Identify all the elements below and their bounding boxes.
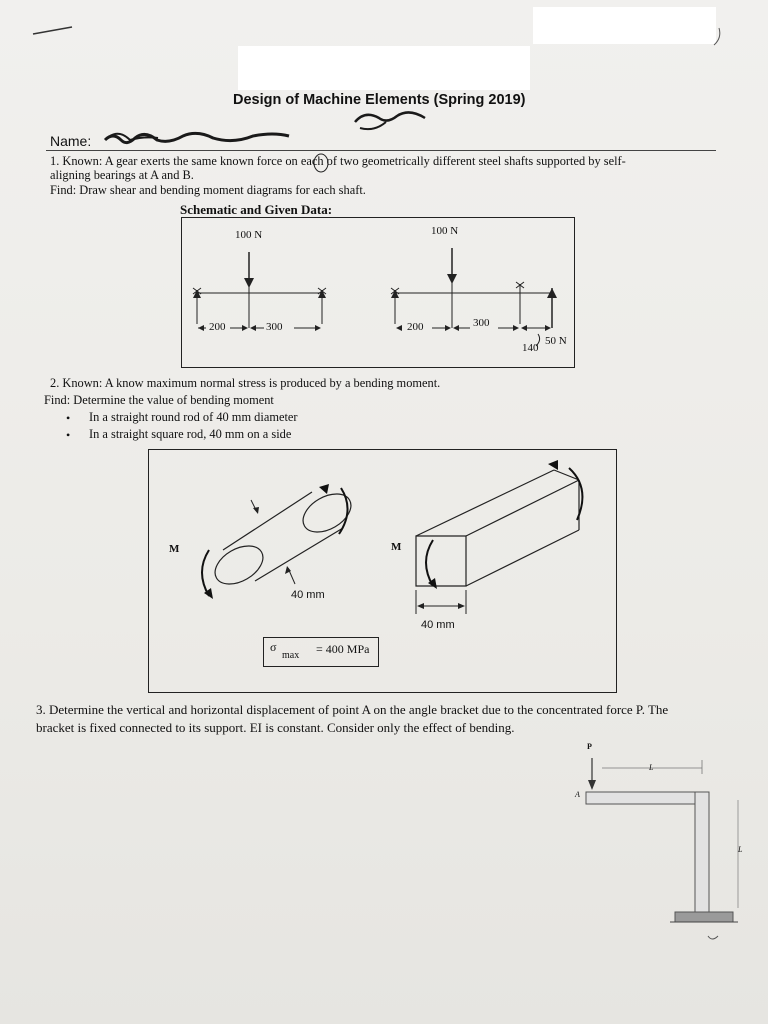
problem1-known-line1: 1. Known: A gear exerts the same known force on each of two geometrically different steel shafts supported by self-: [50, 154, 626, 168]
bracket-label-l-top: L: [649, 763, 654, 772]
name-underline: [46, 150, 716, 151]
schematic-figure-box: [181, 217, 575, 368]
problem1-known-line2: aligning bearings at A and B.: [50, 168, 194, 182]
rods-figure-box: [148, 449, 617, 693]
schematic-heading: Schematic and Given Data:: [180, 202, 333, 217]
worksheet-title: Design of Machine Elements (Spring 2019): [233, 92, 526, 108]
angle-bracket-diagram: [560, 740, 760, 950]
bracket-label-l-side: L: [738, 845, 743, 854]
round-rod: [202, 484, 358, 599]
sigma-subscript: max: [282, 650, 300, 661]
moment-label-right: M: [391, 541, 402, 553]
problem2-bullet-2: In a straight square rod, 40 mm on a side: [89, 427, 292, 441]
right-extra-force-label: 50 N: [545, 335, 567, 347]
round-rod-dimension: 40 mm: [291, 589, 325, 601]
problem2-known: 2. Known: A know maximum normal stress is produced by a bending moment.: [50, 376, 441, 390]
sigma-max-box: [263, 637, 379, 667]
right-dim-300: 300: [473, 317, 490, 329]
name-label: Name:: [50, 133, 92, 149]
right-force-label: 100 N: [431, 225, 459, 237]
bullet-marker-2: •: [66, 428, 71, 442]
bracket-label-p: P: [587, 742, 592, 751]
sigma-symbol: σ: [270, 640, 277, 654]
rods-illustration: [149, 450, 616, 692]
square-rod-dimension: 40 mm: [421, 619, 455, 631]
bracket-label-a: A: [575, 790, 580, 799]
bullet-marker-1: •: [66, 411, 71, 425]
problem1-find: Find: Draw shear and bending moment diagrams for each shaft.: [50, 183, 366, 197]
left-dim-300: 300: [266, 321, 283, 333]
left-shaft-diagram: [193, 252, 326, 331]
problem2-bullet-1: In a straight round rod of 40 mm diameter: [89, 410, 298, 424]
sigma-value: = 400 MPa: [316, 642, 370, 656]
left-force-label: 100 N: [235, 229, 263, 241]
right-dim-140: 140: [522, 342, 539, 354]
problem2-find: Find: Determine the value of bending moment: [44, 393, 274, 407]
right-dim-200: 200: [407, 321, 424, 333]
problem3-line1: 3. Determine the vertical and horizontal displacement of point A on the angle bracket due to the concentrated force P. The: [36, 702, 669, 717]
problem3-line2: bracket is fixed connected to its support. EI is constant. Consider only the effect of bending.: [36, 720, 515, 735]
square-rod: [416, 460, 582, 614]
left-dim-200: 200: [209, 321, 226, 333]
moment-label-left: M: [169, 543, 180, 555]
